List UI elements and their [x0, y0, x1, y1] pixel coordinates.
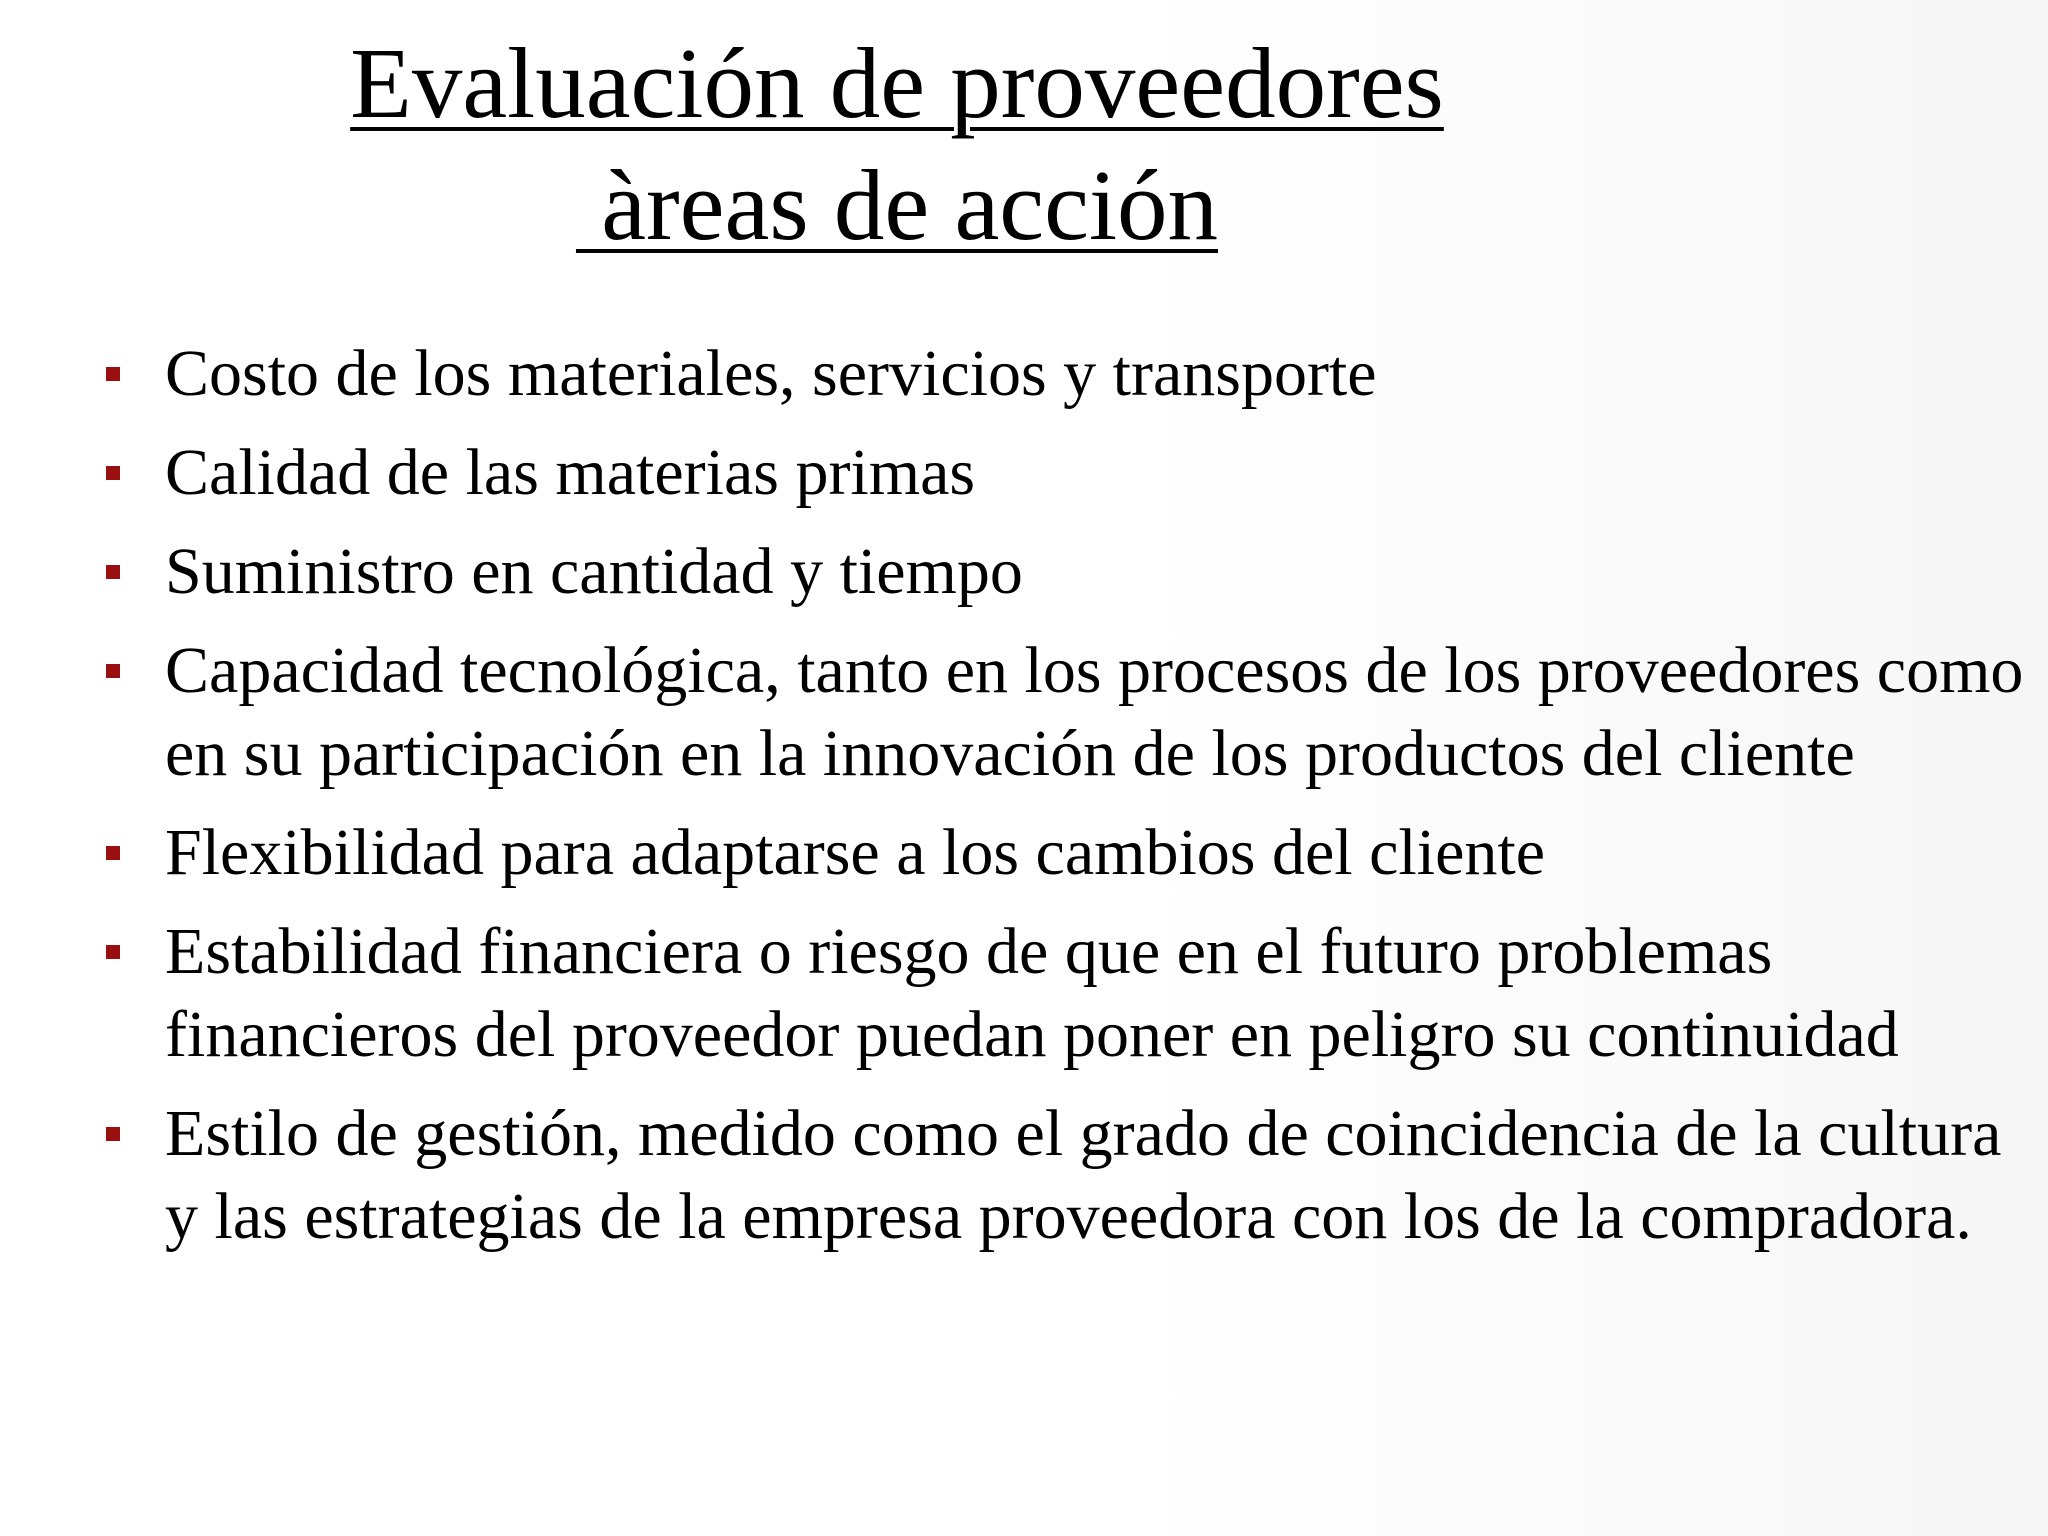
bullet-text: Estabilidad financiera o riesgo de que en el futuro problemas financieros del proveedor puedan poner en peligro su continuidad: [165, 915, 1899, 1071]
square-bullet-icon: [106, 466, 120, 480]
bullet-item: [0, 332, 2048, 415]
square-bullet-icon: [106, 945, 120, 959]
bullet-item: [0, 910, 2048, 1076]
bullet-text: Calidad de las materias primas: [165, 436, 976, 509]
bullet-text: Costo de los materiales, servicios y transporte: [165, 337, 1377, 410]
bullet-item: [0, 629, 2048, 795]
bullet-item: [0, 530, 2048, 613]
bullet-text: Capacidad tecnológica, tanto en los procesos de los proveedores como en su participación en la innovación de los productos del cliente: [165, 634, 2024, 790]
bullet-list: [0, 332, 2048, 1274]
title-text-2: àreas de acción: [575, 149, 1219, 261]
bullet-item: [0, 431, 2048, 514]
slide-title: [0, 22, 1794, 266]
square-bullet-icon: [106, 846, 120, 860]
square-bullet-icon: [106, 664, 120, 678]
title-text-1: Evaluación de proveedores: [350, 27, 1444, 139]
square-bullet-icon: [106, 367, 120, 381]
square-bullet-icon: [106, 565, 120, 579]
title-line-2: [0, 144, 1794, 266]
title-line-1: [0, 22, 1794, 144]
square-bullet-icon: [106, 1127, 120, 1141]
bullet-text: Suministro en cantidad y tiempo: [165, 535, 1023, 608]
bullet-item: [0, 1092, 2048, 1258]
bullet-item: [0, 811, 2048, 894]
bullet-text: Flexibilidad para adaptarse a los cambios del cliente: [165, 816, 1546, 889]
bullet-text: Estilo de gestión, medido como el grado de coincidencia de la cultura y las estrategias de la empresa proveedora con los de la compradora.: [165, 1097, 2002, 1253]
